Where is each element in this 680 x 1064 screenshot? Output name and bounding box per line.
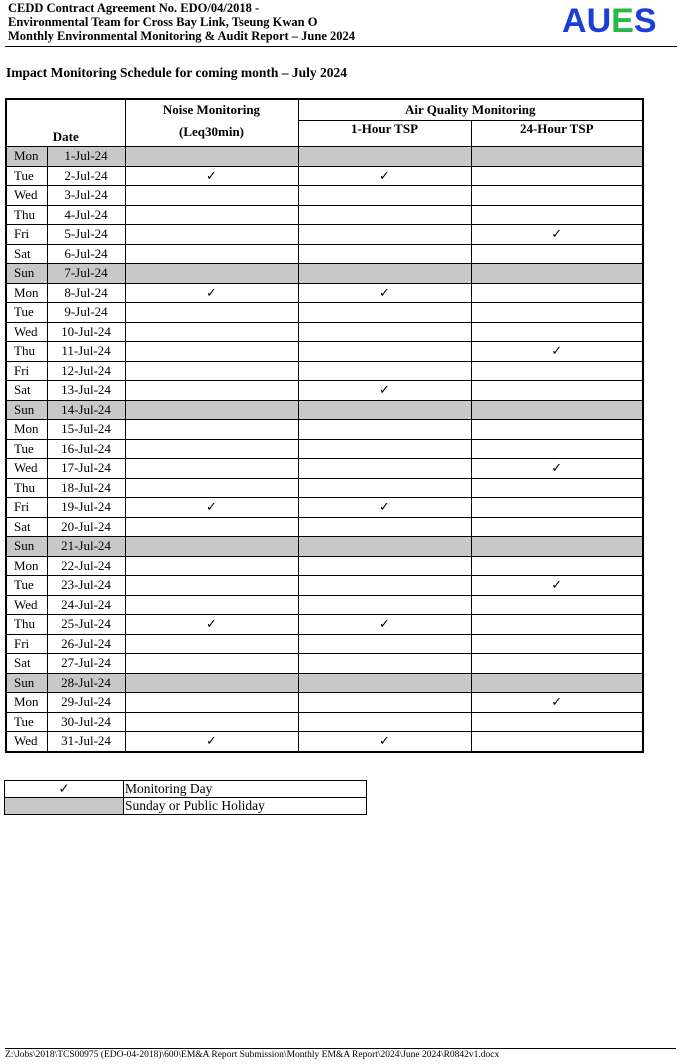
date-cell: 29-Jul-24 [47, 693, 125, 713]
tsp-24hour-check-cell [471, 420, 643, 440]
contract-line: CEDD Contract Agreement No. EDO/04/2018 - [8, 1, 260, 15]
day-of-week-cell: Sat [6, 654, 47, 674]
tsp-24hour-check-cell [471, 556, 643, 576]
day-of-week-cell: Mon [6, 147, 47, 167]
date-cell: 1-Jul-24 [47, 147, 125, 167]
date-cell: 30-Jul-24 [47, 712, 125, 732]
day-of-week-cell: Fri [6, 634, 47, 654]
day-of-week-cell: Fri [6, 361, 47, 381]
legend-monitoring-day: Monitoring Day [124, 781, 367, 798]
day-of-week-cell: Wed [6, 459, 47, 479]
day-of-week-cell: Mon [6, 283, 47, 303]
schedule-row [6, 693, 643, 713]
noise-check-cell [125, 264, 298, 284]
tsp-24hour-check-cell [471, 264, 643, 284]
day-of-week-cell: Thu [6, 478, 47, 498]
schedule-row [6, 517, 643, 537]
tsp-1hour-check-cell: ✓ [298, 615, 471, 635]
tsp-1hour-check-cell [298, 303, 471, 323]
tsp-24hour-check-cell [471, 303, 643, 323]
noise-check-cell [125, 673, 298, 693]
schedule-row [6, 244, 643, 264]
team-line: Environmental Team for Cross Bay Link, Tseung Kwan O [8, 15, 318, 29]
day-of-week-cell: Mon [6, 420, 47, 440]
day-of-week-cell: Mon [6, 556, 47, 576]
schedule-row [6, 478, 643, 498]
tsp-24hour-check-cell [471, 595, 643, 615]
tsp-24hour-check-cell: ✓ [471, 225, 643, 245]
tsp-1hour-check-cell [298, 459, 471, 479]
schedule-body [6, 147, 643, 752]
noise-check-cell: ✓ [125, 615, 298, 635]
tsp-1hour-check-cell: ✓ [298, 381, 471, 401]
tsp-24hour-check-cell: ✓ [471, 459, 643, 479]
tsp-24hour-check-cell [471, 478, 643, 498]
day-of-week-cell: Thu [6, 342, 47, 362]
schedule-row [6, 420, 643, 440]
tsp-1hour-check-cell [298, 244, 471, 264]
date-cell: 22-Jul-24 [47, 556, 125, 576]
tsp-1hour-check-cell [298, 478, 471, 498]
noise-header-line2: (Leq30min) [179, 124, 244, 139]
schedule-row [6, 615, 643, 635]
logo-letter: U [586, 2, 612, 40]
day-of-week-cell: Tue [6, 576, 47, 596]
tsp-1hour-check-cell [298, 186, 471, 206]
tsp-24hour-check-cell [471, 166, 643, 186]
day-of-week-cell: Fri [6, 498, 47, 518]
tsp-1hour-check-cell [298, 420, 471, 440]
tsp-24hour-check-cell [471, 439, 643, 459]
date-column-header: Date [6, 99, 125, 147]
tsp-24hour-check-cell [471, 712, 643, 732]
aues-logo [562, 3, 657, 39]
noise-check-cell: ✓ [125, 498, 298, 518]
noise-check-cell [125, 517, 298, 537]
date-cell: 17-Jul-24 [47, 459, 125, 479]
noise-check-cell [125, 459, 298, 479]
tsp-24hour-check-cell [471, 381, 643, 401]
schedule-row [6, 498, 643, 518]
schedule-row [6, 264, 643, 284]
tsp-24hour-check-cell [471, 205, 643, 225]
noise-check-cell [125, 556, 298, 576]
tsp-1hour-check-cell [298, 634, 471, 654]
schedule-row [6, 147, 643, 167]
legend-check-icon: ✓ [5, 781, 124, 798]
schedule-row [6, 186, 643, 206]
day-of-week-cell: Tue [6, 166, 47, 186]
noise-check-cell [125, 147, 298, 167]
schedule-row [6, 537, 643, 557]
tsp-24hour-check-cell: ✓ [471, 342, 643, 362]
tsp-1hour-check-cell [298, 147, 471, 167]
noise-check-cell [125, 303, 298, 323]
day-of-week-cell: Wed [6, 595, 47, 615]
noise-check-cell [125, 712, 298, 732]
schedule-row [6, 576, 643, 596]
tsp-24hour-check-cell [471, 615, 643, 635]
tsp-24hour-check-cell: ✓ [471, 576, 643, 596]
schedule-row [6, 556, 643, 576]
tsp-1hour-check-cell: ✓ [298, 498, 471, 518]
day-of-week-cell: Sun [6, 264, 47, 284]
date-cell: 12-Jul-24 [47, 361, 125, 381]
date-cell: 7-Jul-24 [47, 264, 125, 284]
schedule-row [6, 361, 643, 381]
schedule-row [6, 673, 643, 693]
day-of-week-cell: Tue [6, 439, 47, 459]
noise-check-cell [125, 439, 298, 459]
tsp-1hour-check-cell: ✓ [298, 732, 471, 752]
tsp-24hour-check-cell [471, 361, 643, 381]
tsp-1hour-check-cell [298, 556, 471, 576]
tsp-24hour-check-cell [471, 517, 643, 537]
tsp-1hour-check-cell [298, 400, 471, 420]
day-of-week-cell: Tue [6, 303, 47, 323]
noise-check-cell [125, 381, 298, 401]
schedule-row [6, 381, 643, 401]
tsp-1hour-check-cell [298, 439, 471, 459]
date-cell: 2-Jul-24 [47, 166, 125, 186]
date-cell: 15-Jul-24 [47, 420, 125, 440]
logo-letter: A [562, 2, 587, 40]
schedule-row [6, 439, 643, 459]
schedule-row [6, 654, 643, 674]
tsp-1hour-check-cell [298, 517, 471, 537]
schedule-row [6, 225, 643, 245]
tsp-1hour-check-cell: ✓ [298, 283, 471, 303]
tsp-1hour-check-cell [298, 225, 471, 245]
tsp-1hour-check-cell [298, 673, 471, 693]
date-cell: 13-Jul-24 [47, 381, 125, 401]
day-of-week-cell: Wed [6, 322, 47, 342]
day-of-week-cell: Thu [6, 205, 47, 225]
date-cell: 23-Jul-24 [47, 576, 125, 596]
noise-check-cell: ✓ [125, 732, 298, 752]
date-cell: 27-Jul-24 [47, 654, 125, 674]
date-cell: 25-Jul-24 [47, 615, 125, 635]
date-cell: 26-Jul-24 [47, 634, 125, 654]
schedule-row [6, 342, 643, 362]
day-of-week-cell: Wed [6, 186, 47, 206]
tsp-24hour-check-cell [471, 147, 643, 167]
tsp-24hour-check-cell [471, 654, 643, 674]
noise-check-cell [125, 537, 298, 557]
logo-letter: S [633, 2, 657, 40]
day-of-week-cell: Mon [6, 693, 47, 713]
schedule-row [6, 322, 643, 342]
day-of-week-cell: Sun [6, 673, 47, 693]
day-of-week-cell: Tue [6, 712, 47, 732]
date-cell: 3-Jul-24 [47, 186, 125, 206]
schedule-row [6, 303, 643, 323]
schedule-row [6, 166, 643, 186]
air-quality-column-header: Air Quality Monitoring [298, 99, 643, 121]
date-cell: 8-Jul-24 [47, 283, 125, 303]
tsp-1hour-check-cell [298, 576, 471, 596]
tsp-1hour-check-cell [298, 537, 471, 557]
noise-header-line1: Noise Monitoring [162, 102, 261, 117]
day-of-week-cell: Sat [6, 244, 47, 264]
schedule-row [6, 634, 643, 654]
tsp-1hour-check-cell [298, 712, 471, 732]
noise-check-cell [125, 400, 298, 420]
tsp-1hour-check-cell [298, 264, 471, 284]
tsp-1hour-check-cell [298, 693, 471, 713]
schedule-row [6, 400, 643, 420]
tsp-24hour-check-cell [471, 186, 643, 206]
logo-letter: E [611, 2, 634, 40]
noise-check-cell [125, 634, 298, 654]
date-cell: 24-Jul-24 [47, 595, 125, 615]
date-cell: 10-Jul-24 [47, 322, 125, 342]
tsp-24hour-check-cell [471, 537, 643, 557]
date-cell: 20-Jul-24 [47, 517, 125, 537]
page-title: Impact Monitoring Schedule for coming month – July 2024 [6, 65, 348, 80]
date-cell: 5-Jul-24 [47, 225, 125, 245]
noise-check-cell [125, 322, 298, 342]
noise-check-cell [125, 654, 298, 674]
schedule-row [6, 732, 643, 752]
schedule-row [6, 205, 643, 225]
day-of-week-cell: Thu [6, 615, 47, 635]
tsp-1hour-check-cell: ✓ [298, 166, 471, 186]
tsp-1hour-check-cell [298, 205, 471, 225]
noise-check-cell [125, 205, 298, 225]
tsp-24hour-check-cell: ✓ [471, 693, 643, 713]
noise-check-cell [125, 342, 298, 362]
legend-holiday: Sunday or Public Holiday [124, 798, 367, 815]
tsp-24hour-check-cell [471, 400, 643, 420]
tsp-1hour-check-cell [298, 361, 471, 381]
date-cell: 18-Jul-24 [47, 478, 125, 498]
date-cell: 4-Jul-24 [47, 205, 125, 225]
noise-check-cell [125, 693, 298, 713]
tsp-24hour-check-cell [471, 322, 643, 342]
tsp-24hour-column-header: 24-Hour TSP [471, 121, 643, 147]
file-path-footer: Z:\Jobs\2018\TCS00975 (EDO-04-2018)\600\EM&A Report Submission\Monthly EM&A Report\2024\June 2024\R0842v1.docx [5, 1050, 500, 1060]
report-title-line: Monthly Environmental Monitoring & Audit Report – June 2024 [8, 29, 356, 43]
noise-check-cell [125, 244, 298, 264]
legend-holiday-swatch [5, 798, 124, 815]
tsp-24hour-check-cell [471, 634, 643, 654]
tsp-1hour-check-cell [298, 342, 471, 362]
date-cell: 19-Jul-24 [47, 498, 125, 518]
noise-check-cell [125, 478, 298, 498]
tsp-1hour-check-cell [298, 322, 471, 342]
schedule-row [6, 459, 643, 479]
date-cell: 21-Jul-24 [47, 537, 125, 557]
schedule-row [6, 712, 643, 732]
tsp-1hour-check-cell [298, 654, 471, 674]
header-divider [5, 46, 677, 47]
date-cell: 6-Jul-24 [47, 244, 125, 264]
day-of-week-cell: Wed [6, 732, 47, 752]
noise-check-cell: ✓ [125, 166, 298, 186]
noise-column-header [125, 99, 298, 147]
noise-check-cell: ✓ [125, 283, 298, 303]
noise-check-cell [125, 186, 298, 206]
tsp-1hour-column-header: 1-Hour TSP [298, 121, 471, 147]
monitoring-schedule-table [5, 98, 644, 753]
day-of-week-cell: Sun [6, 400, 47, 420]
tsp-24hour-check-cell [471, 498, 643, 518]
legend-table [4, 780, 367, 815]
date-cell: 31-Jul-24 [47, 732, 125, 752]
day-of-week-cell: Sat [6, 381, 47, 401]
tsp-24hour-check-cell [471, 244, 643, 264]
date-cell: 28-Jul-24 [47, 673, 125, 693]
date-cell: 14-Jul-24 [47, 400, 125, 420]
tsp-24hour-check-cell [471, 283, 643, 303]
noise-check-cell [125, 225, 298, 245]
footer-divider [5, 1048, 676, 1049]
noise-check-cell [125, 361, 298, 381]
noise-check-cell [125, 420, 298, 440]
day-of-week-cell: Fri [6, 225, 47, 245]
date-cell: 9-Jul-24 [47, 303, 125, 323]
tsp-24hour-check-cell [471, 732, 643, 752]
day-of-week-cell: Sat [6, 517, 47, 537]
noise-check-cell [125, 595, 298, 615]
tsp-1hour-check-cell [298, 595, 471, 615]
day-of-week-cell: Sun [6, 537, 47, 557]
date-cell: 16-Jul-24 [47, 439, 125, 459]
noise-check-cell [125, 576, 298, 596]
date-cell: 11-Jul-24 [47, 342, 125, 362]
schedule-row [6, 283, 643, 303]
schedule-row [6, 595, 643, 615]
tsp-24hour-check-cell [471, 673, 643, 693]
